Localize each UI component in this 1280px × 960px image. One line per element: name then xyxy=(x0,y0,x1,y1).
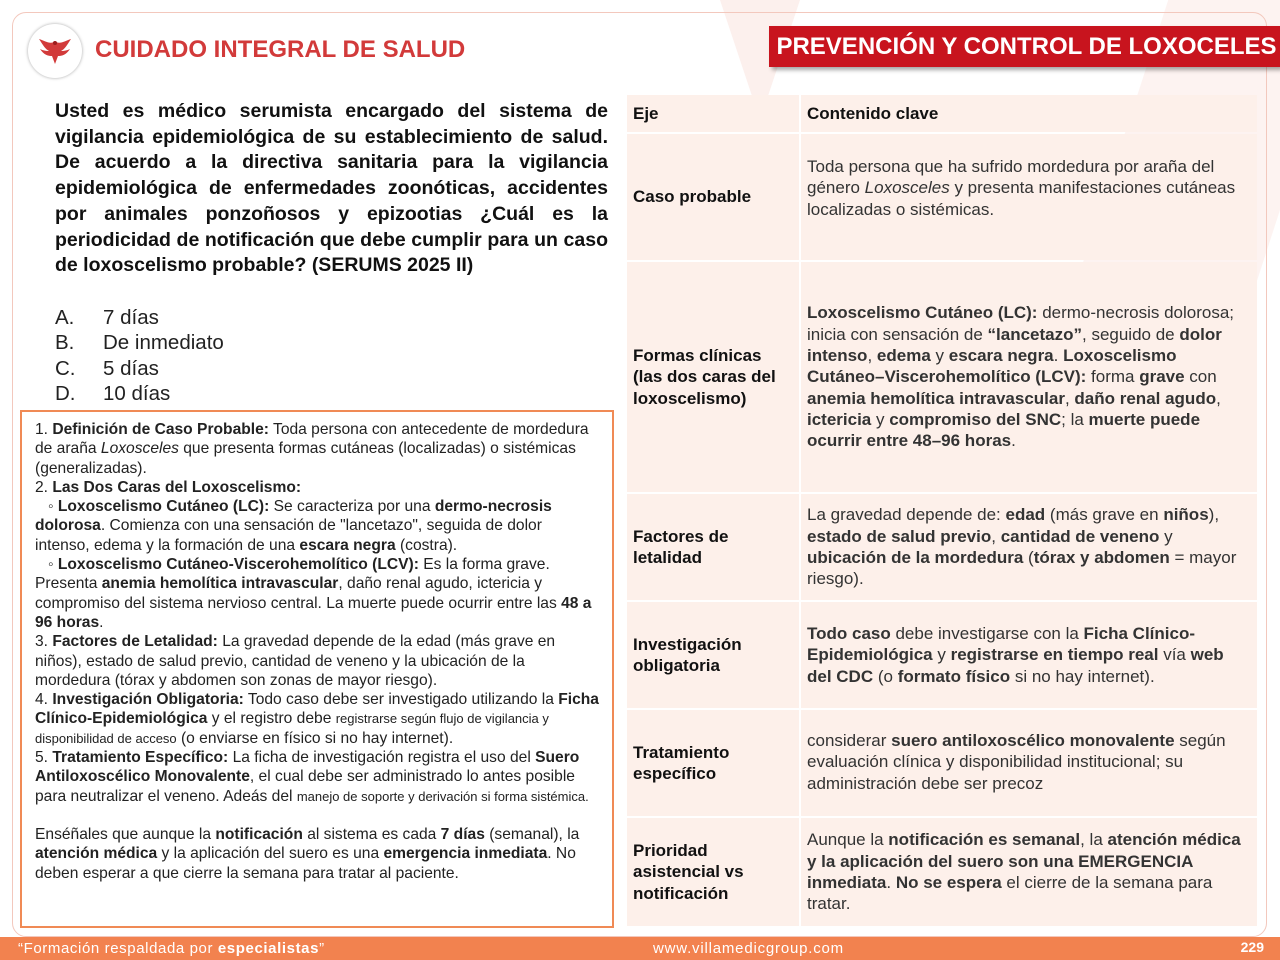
option-d[interactable]: D. 10 días xyxy=(55,382,171,406)
table-row: Tratamiento específico considerar suero antiloxoscélico monovalente según evaluación clínica y disponibilidad institucional; su administración debe ser precoz xyxy=(627,710,1257,816)
table-header-eje: Eje xyxy=(627,95,799,132)
explanation-item-treatment: 5. Tratamiento Específico: La ficha de investigación registra el uso del Suero Antiloxoscélico Monovalente, el cual debe ser administrado lo antes posible para neutralizar el veneno. Adeás del manejo de soporte y derivación si forma sistémica. xyxy=(35,749,589,805)
footer-bar xyxy=(0,937,1280,960)
phoenix-logo-icon xyxy=(28,24,82,78)
page-number: 229 xyxy=(1240,939,1264,955)
explanation-item-investigation: 4. Investigación Obligatoria: Todo caso debe ser investigado utilizando la Ficha Clínico-Epidemiológica y el registro debe registrarse según flujo de vigilancia y disponibilidad de acceso (o enviarse en físico si no hay internet). xyxy=(35,691,599,747)
page-title-banner: PREVENCIÓN Y CONTROL DE LOXOCELES xyxy=(769,26,1280,67)
explanation-item-lcv: ◦ Loxoscelismo Cutáneo-Viscerohemolítico (LCV): Es la forma grave. Presenta anemia hemolítica intravascular, daño renal agudo, ictericia y compromiso del sistema nervioso central. La muerte puede ocurrir entre las 48 a 96 horas. xyxy=(35,556,592,631)
explanation-box xyxy=(20,410,614,928)
footer-slogan: “Formación respaldada por especialistas” xyxy=(18,940,325,957)
explanation-teaching-note: Enséñales que aunque la notificación al sistema es cada 7 días (semanal), la atención médica y la aplicación del suero es una emergencia inmediata. No deben esperar a que cierre la semana para tratar al paciente. xyxy=(35,825,580,882)
table-header-row xyxy=(627,95,1257,132)
table-row: Factores de letalidad La gravedad depende de: edad (más grave en niños), estado de salud previo, cantidad de veneno y ubicación de la mordedura (tórax y abdomen = mayor riesgo). xyxy=(627,494,1257,600)
explanation-item-definition: 1. Definición de Caso Probable: Toda persona con antecedente de mordedura de araña Loxosceles que presenta formas cutáneas (localizadas) o sistémicas (generalizadas). xyxy=(35,421,589,477)
option-b[interactable]: B. De inmediato xyxy=(55,331,224,355)
explanation-item-two-faces: 2. Las Dos Caras del Loxoscelismo: xyxy=(35,478,302,496)
table-row: Formas clínicas (las dos caras del loxoscelismo) Loxoscelismo Cutáneo (LC): dermo-necrosis dolorosa; inicia con sensación de “lancetazo”, seguido de dolor intenso, edema y escara negra. Loxoscelismo Cutáneo–Viscerohemolítico (LCV): forma grave con anemia hemolítica intravascular, daño renal agudo, ictericia y compromiso del SNC; la muerte puede ocurrir entre 48–96 horas. xyxy=(627,262,1257,492)
table-header-contenido: Contenido clave xyxy=(801,95,1257,132)
table-row: Prioridad asistencial vs notificación Aunque la notificación es semanal, la atención médica y la aplicación del suero son una EMERGENCIA inmediata. No se espera el cierre de la semana para tratar. xyxy=(627,818,1257,926)
answer-options xyxy=(55,305,455,407)
footer-website-link[interactable]: www.villamedicgroup.com xyxy=(653,940,844,957)
explanation-item-lc: ◦ Loxoscelismo Cutáneo (LC): Se caracteriza por una dermo-necrosis dolorosa. Comienza con una sensación de "lancetazo", seguida de dolor intenso, edema y la formación de una escara negra (costra). xyxy=(35,498,552,554)
explanation-item-lethality: 3. Factores de Letalidad: La gravedad depende de la edad (más grave en niños), estado de salud previo, cantidad de veneno y la ubicación de la mordedura (tórax y abdomen son zonas de mayor riesgo). xyxy=(35,633,556,689)
summary-table xyxy=(625,93,1259,928)
question-text: Usted es médico serumista encargado del sistema de vigilancia epidemiológica de su establecimiento de salud. De acuerdo a la directiva sanitaria para la vigilancia epidemiológica de enfermedades zoonóticas, accidentes por animales ponzoñosos y epizootias ¿Cuál es la periodicidad de notificación que debe cumplir para un caso de loxoscelismo probable? (SERUMS 2025 II) xyxy=(55,100,608,277)
table-row: Investigación obligatoria Todo caso debe investigarse con la Ficha Clínico-Epidemiológica y registrarse en tiempo real vía web del CDC (o formato físico si no hay internet). xyxy=(627,602,1257,708)
option-c[interactable]: C. 5 días xyxy=(55,356,159,380)
option-a[interactable]: A. 7 días xyxy=(55,306,159,329)
brand-title: CUIDADO INTEGRAL DE SALUD xyxy=(95,36,466,63)
table-row: Caso probable Toda persona que ha sufrido mordedura por araña del género Loxosceles y presenta manifestaciones cutáneas localizadas o sistémicas. xyxy=(627,134,1257,260)
